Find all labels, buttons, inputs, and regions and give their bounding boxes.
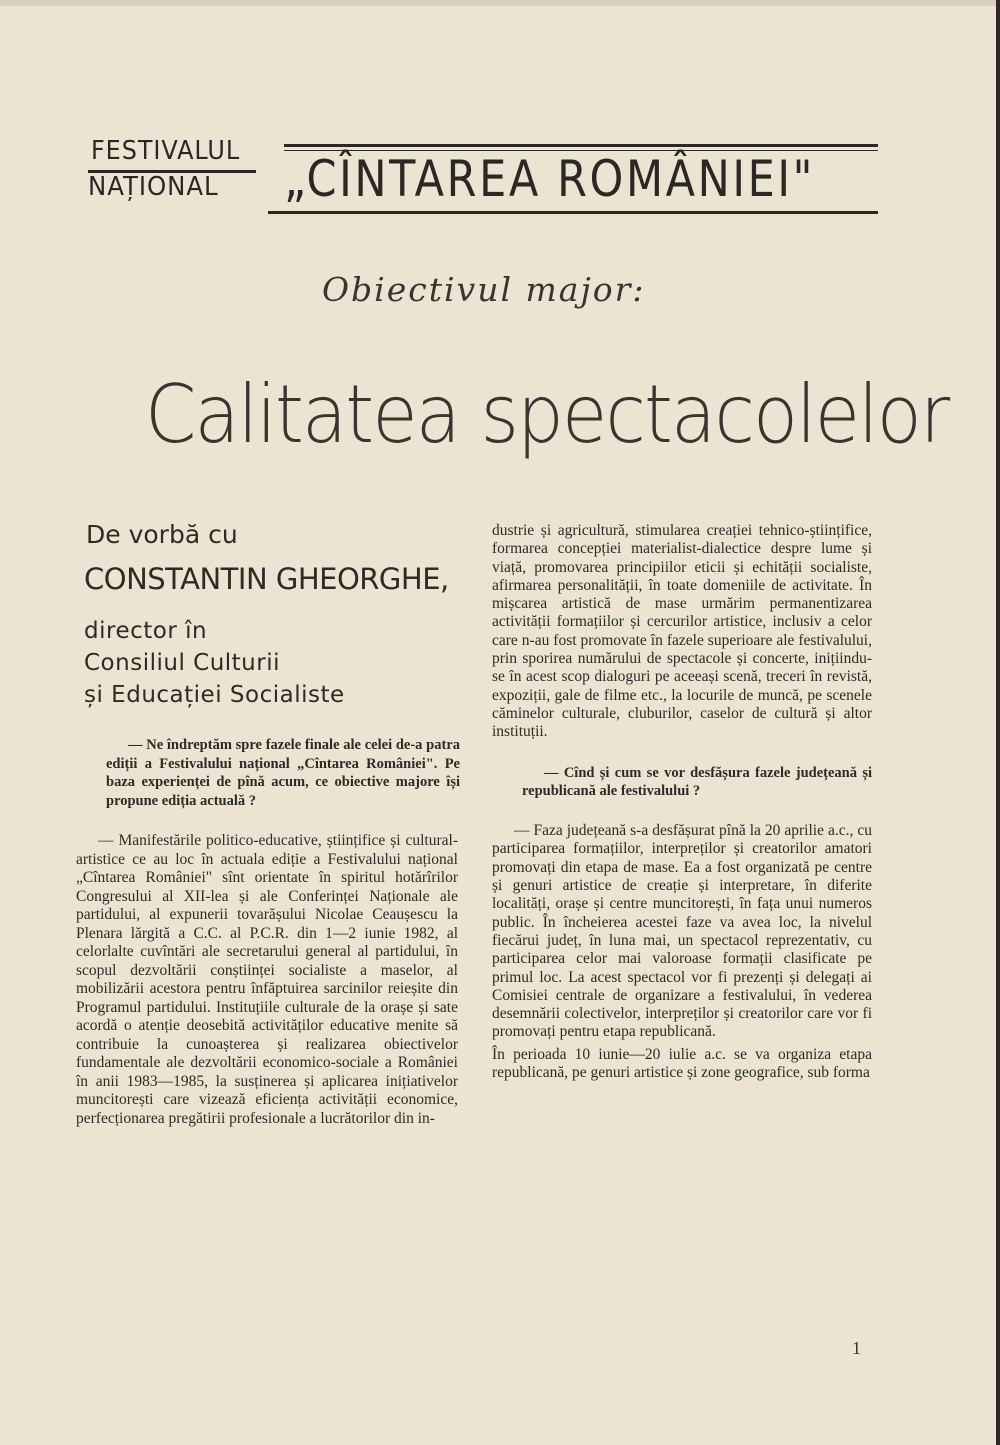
- page-edge-top: [0, 0, 1000, 6]
- interview-intro: De vorbă cu: [86, 520, 238, 549]
- page-edge-right: [996, 0, 1000, 1445]
- question-paragraph: — Ne îndreptăm spre fazele finale ale celei de-a patra ediții a Festivalului național „Cîntarea României". Pe baza experienței de pînă acum, ce obiective majore își propune ediția actuală ?: [106, 737, 460, 809]
- answer-paragraph: — Manifestările politico-educative, științifice și cultural-artistice ce au loc în actuala ediție a Festivalului național „Cîntarea României" sînt orientate în spiritul hotărîrilor Congresului al XII-lea și ale Conferinței Naționale ale partidului, al expunerii tovarășului Nicolae Ceaușescu la Plenara lărgită a C.C. al P.C.R. din 1—2 iunie 1982, al celorlalte cuvîntări ale secretarului general al partidului, în scopul dezvoltării conștiinței socialiste a maselor, al mobilizării acestora pentru înfăptuirea sarcinilor reieșite din Programul partidului. Instituțiile culturale de la orașe și sate acordă o atenție deosebită activităților educative menite să contribuie la cunoașterea și realizarea obiectivelor fundamentale ale dezvoltării economico-sociale a României în anii 1983—1985, la susținerea și aplicarea inițiativelor muncitorești care vizează eficiența activității economice, perfecționarea pregătirii profesionale a lucrătorilor din in-: [76, 832, 458, 1127]
- question-paragraph: — Cînd și cum se vor desfășura fazele județeană și republicană ale festivalului ?: [522, 764, 872, 799]
- answer-paragraph: În perioada 10 iunie—20 iulie a.c. se va organiza etapa republicană, pe genuri artistice și zone geografice, sub forma: [492, 1045, 872, 1082]
- answer-paragraph: — Faza județeană s-a desfășurat pînă la 20 aprilie a.c., cu participarea formațiilor, interpreților și creatorilor amatori promovați din etapa de mase. Ea a fost organizată pe centre și genuri artistice de creație și interpretare, în diferite localități, orașe și centre muncitorești, în fața unui numeros public. În încheierea acestei faze va avea loc, la nivelul fiecărui județ, în luna mai, un spectacol reprezentativ, cu participarea celor mai valoroase formații clasificate pe primul loc. La acest spectacol vor fi prezenți și delegați ai Comisiei centrale de organizare a festivalului, în vederea desemnării colectivelor, interpreților și creatorilor care vor fi promovați pentru etapa republicană.: [492, 822, 872, 1041]
- masthead-rule-top: [284, 144, 878, 147]
- right-column: [492, 522, 872, 1096]
- interviewee-role-line: și Educației Socialiste: [84, 682, 345, 708]
- festival-label-top: FESTIVALUL: [91, 136, 241, 166]
- page-number: 1: [852, 1338, 861, 1358]
- masthead-title: „CÎNTAREA ROMÂNIEI": [284, 150, 816, 208]
- interviewee-role-line: Consiliul Culturii: [84, 650, 280, 676]
- festival-label-bottom: NAȚIONAL: [88, 172, 219, 202]
- interviewee-role-line: director în: [84, 618, 208, 644]
- masthead-rule-bottom: [268, 211, 878, 214]
- interviewee-name: CONSTANTIN GHEORGHE,: [84, 562, 449, 596]
- article-kicker: Obiectivul major:: [322, 270, 646, 309]
- left-column: [76, 736, 458, 1142]
- answer-paragraph-continued: dustrie și agricultură, stimularea creației tehnico-științifice, formarea concepției materialist-dialectice despre lume și viață, promovarea principiilor eticii și echității socialiste, afirmarea personalității, în toate domeniile de activitate. În mișcarea artistică de mase urmărim permanentizarea activității formațiilor și cercurilor artistice, inclusiv a celor care n-au fost promovate în fazele superioare ale festivalului, prin sporirea numărului de spectacole și concerte, inițiindu-se în acest scop dialoguri pe aceeași scenă, treceri în revistă, expoziții, gale de filme etc., la locurile de muncă, pe scenele căminelor culturale, cluburilor, caselor de cultură și altor instituții.: [492, 522, 872, 741]
- article-headline: Calitatea spectacolelor: [145, 368, 949, 461]
- masthead: [88, 130, 878, 230]
